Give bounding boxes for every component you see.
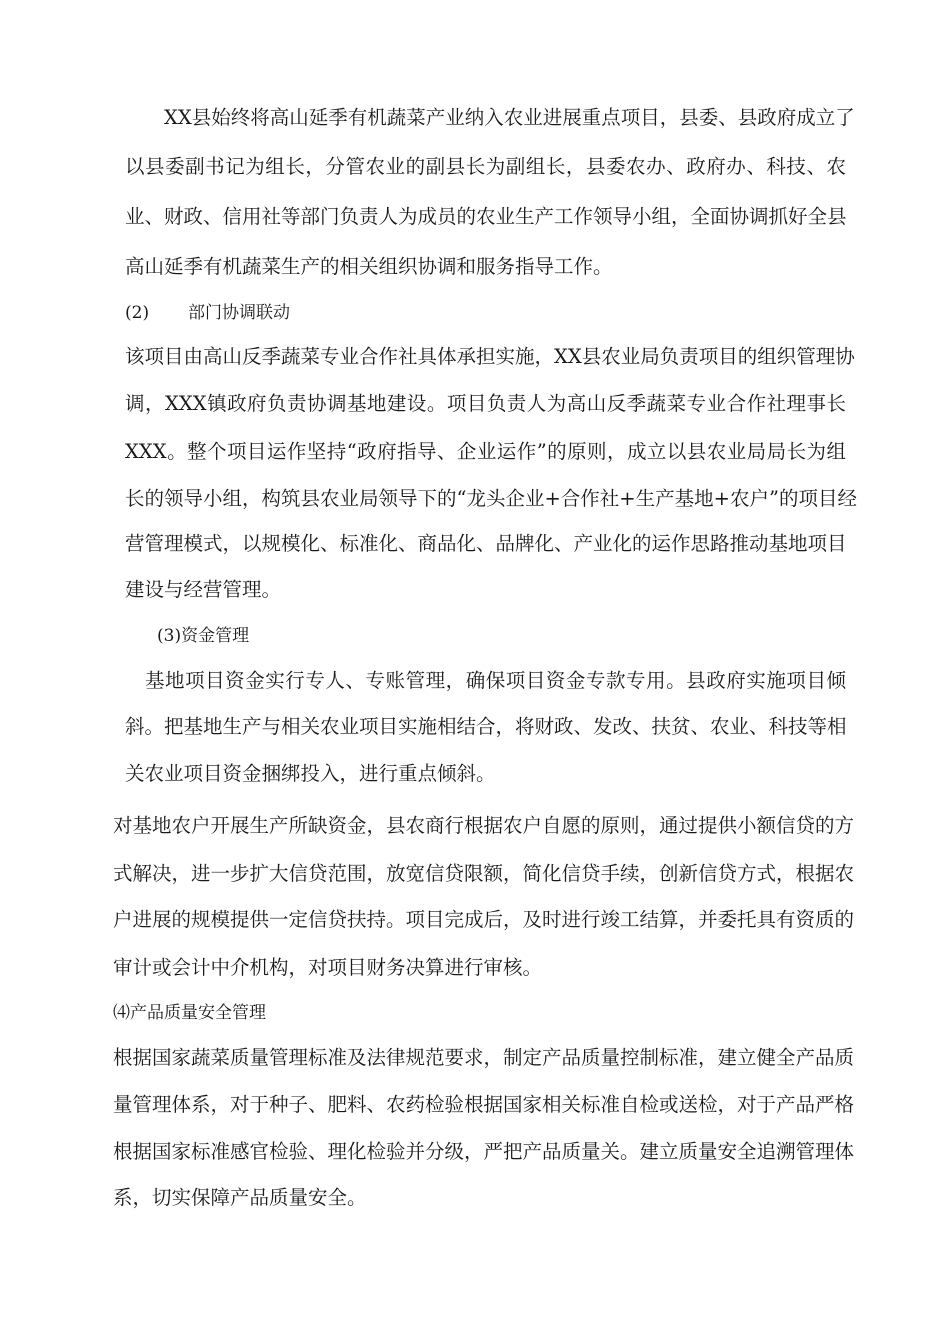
section-number: (2) xyxy=(125,303,150,323)
paragraph-line: 量管理体系，对于种子、肥料、农药检验根据国家相关标准自检或送检，对于产品严格 xyxy=(113,1093,855,1116)
paragraph-line: 高山延季有机蔬菜生产的相关组织协调和服务指导工作。 xyxy=(125,255,613,278)
paragraph-line: 基地项目资金实行专人、专账管理，确保项目资金专款专用。县政府实施项目倾 xyxy=(145,669,846,692)
paragraph-line: 业、财政、信用社等部门负责人为成员的农业生产工作领导小组，全面协调抓好全县 xyxy=(125,205,847,228)
paragraph-line: 关农业项目资金捆绑投入，进行重点倾斜。 xyxy=(125,762,496,785)
paragraph-line: 审计或会计中介机构，对项目财务决算进行审核。 xyxy=(113,956,543,979)
paragraph-line: 对基地农户开展生产所缺资金，县农商行根据农户自愿的原则，通过提供小额信贷的方 xyxy=(113,814,855,837)
paragraph-line: 根据国家蔬菜质量管理标准及法律规范要求，制定产品质量控制标准，建立健全产品质 xyxy=(113,1046,855,1069)
paragraph-line: 根据国家标准感官检验、理化检验并分级，严把产品质量关。建立质量安全追溯管理体 xyxy=(113,1140,855,1163)
paragraph-line: 建设与经营管理。 xyxy=(125,578,282,601)
section-heading-quality-safety: ⑷产品质量安全管理 xyxy=(113,1003,266,1023)
paragraph-line: 该项目由高山反季蔬菜专业合作社具体承担实施，XX县农业局负责项目的组织管理协 xyxy=(125,345,855,368)
paragraph-line: 户进展的规模提供一定信贷扶持。项目完成后，及时进行竣工结算，并委托具有资质的 xyxy=(113,908,855,931)
paragraph-line: 斜。把基地生产与相关农业项目实施相结合，将财政、发改、扶贫、农业、科技等相 xyxy=(125,715,847,738)
paragraph-line: 营管理模式，以规模化、标准化、商品化、品牌化、产业化的运作思路推动基地项目 xyxy=(125,532,847,555)
paragraph-line: XXX。整个项目运作坚持“政府指导、企业运作”的原则，成立以县农业局局长为组 xyxy=(125,440,846,463)
paragraph-line: 调，XXX镇政府负责协调基地建设。项目负责人为高山反季蔬菜专业合作社理事长 xyxy=(125,392,846,415)
paragraph-line: 以县委副书记为组长，分管农业的副县长为副组长，县委农办、政府办、科技、农 xyxy=(125,155,846,178)
section-heading-fund-management: (3)资金管理 xyxy=(157,626,250,646)
paragraph-line: XX县始终将高山延季有机蔬菜产业纳入农业进展重点项目，县委、县政府成立了 xyxy=(164,106,855,129)
paragraph-line: 式解决，进一步扩大信贷范围，放宽信贷限额，简化信贷手续，创新信贷方式，根据农 xyxy=(113,862,855,885)
paragraph-line: 长的领导小组，构筑县农业局领导下的“龙头企业+合作社+生产基地+农户”的项目经 xyxy=(125,487,857,510)
section-title: 部门协调联动 xyxy=(188,303,290,323)
paragraph-line: 系，切实保障产品质量安全。 xyxy=(113,1186,367,1209)
